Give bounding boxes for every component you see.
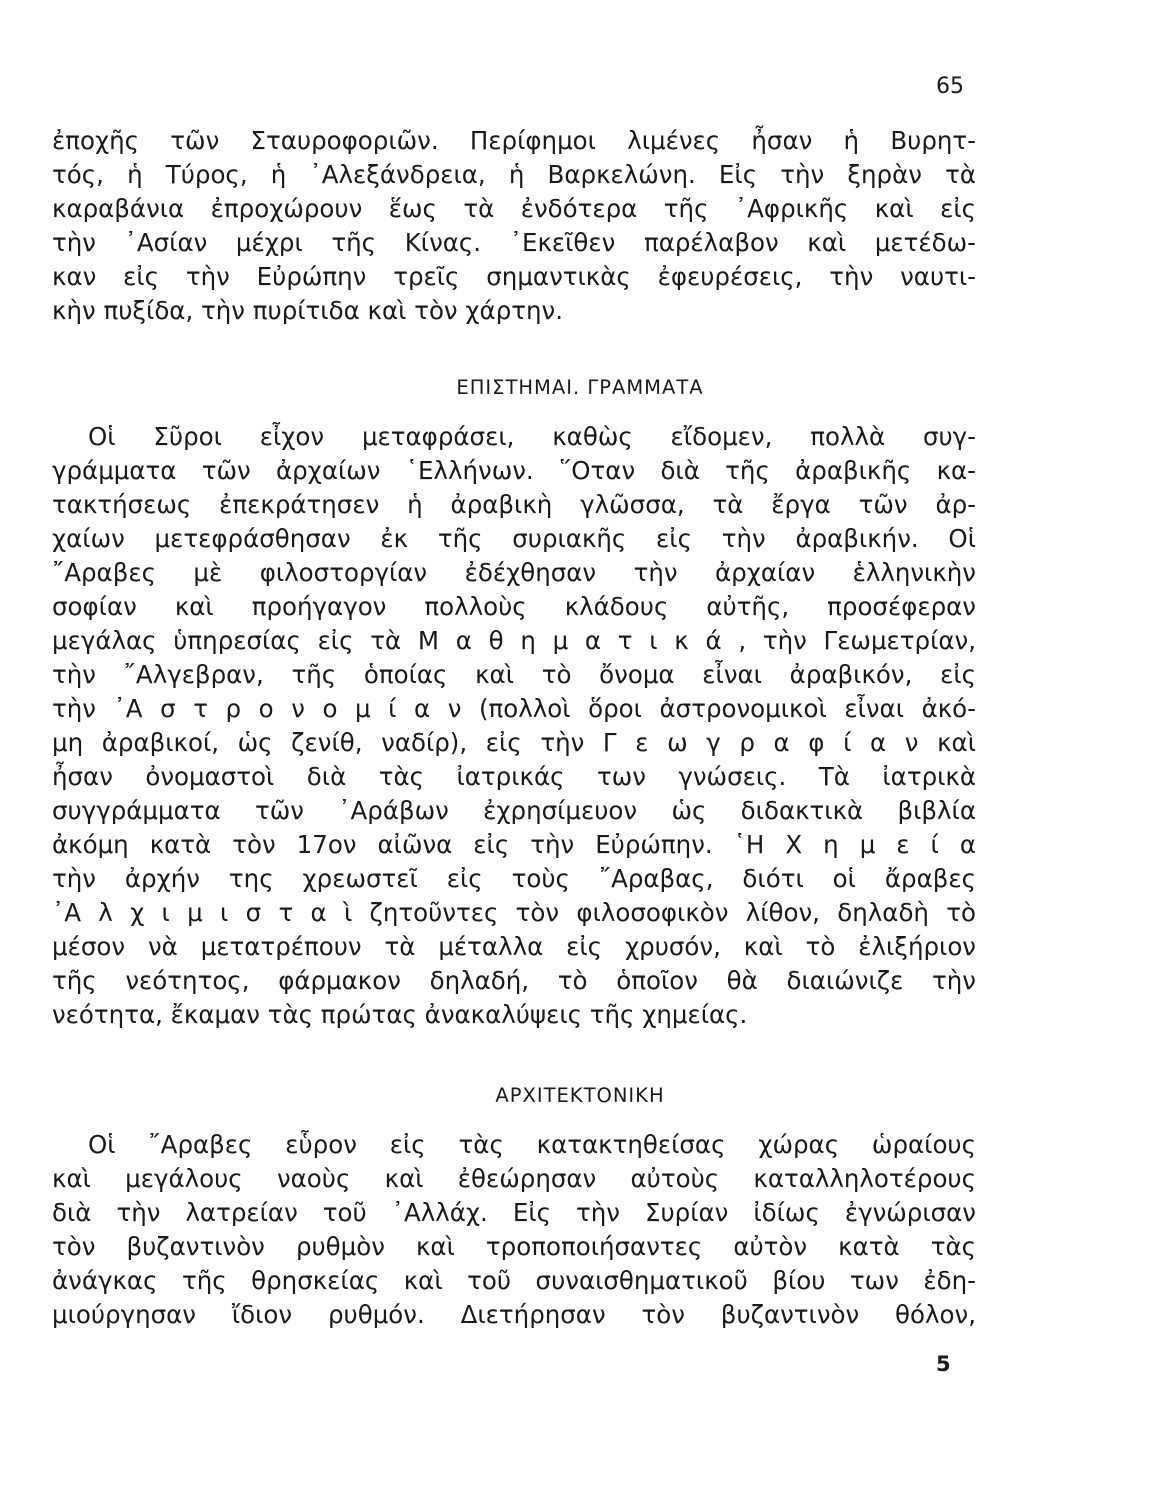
text-line: τός, ἡ Τύρος, ἡ ᾿Αλεξάνδρεια, ἡ Βαρκελώνη. Εἰς τὴν ξηρὰν τὰ	[52, 160, 976, 189]
text-line: τὴν ῎Αλγεβραν, τῆς ὁποίας καὶ τὸ ὄνομα εἶναι ἀραβικόν, εἰς	[52, 660, 976, 689]
text-line: μέσον νὰ μετατρέπουν τὰ μέταλλα εἰς χρυσόν, καὶ τὸ ἐλιξήριον	[52, 932, 976, 961]
text-line: τὴν ᾿Ασίαν μέχρι τῆς Κίνας. ᾿Εκεῖθεν παρέλαβον καὶ μετέδω-	[52, 228, 976, 257]
text-line: ἐποχῆς τῶν Σταυροφοριῶν. Περίφημοι λιμένες ἦσαν ἡ Βυρητ-	[52, 126, 976, 155]
text-line: τὸν βυζαντινὸν ρυθμὸν καὶ τροποποιήσαντες αὐτὸν κατὰ τὰς	[52, 1232, 976, 1261]
text-line: σοφίαν καὶ προήγαγον πολλοὺς κλάδους αὐτῆς, προσέφεραν	[52, 592, 976, 621]
text-line: ἀνάγκας τῆς θρησκείας καὶ τοῦ συναισθηματικοῦ βίου των ἐδη-	[52, 1266, 976, 1295]
page-number: 65	[936, 74, 964, 99]
text-line: ἦσαν ὀνομαστοὶ διὰ τὰς ἰατρικάς των γνώσεις. Τὰ ἰατρικὰ	[52, 762, 976, 791]
text-line: καραβάνια ἐπροχώρουν ἕως τὰ ἐνδότερα τῆς ᾿Αφρικῆς καὶ εἰς	[52, 194, 976, 223]
text-line: συγγράμματα τῶν ᾿Αράβων ἐχρησίμευον ὡς διδακτικὰ βιβλία	[52, 796, 976, 825]
text-line: ἀκόμη κατὰ τὸν 17ον αἰῶνα εἰς τὴν Εὐρώπην. ῾Η Χ η μ ε ί α	[52, 830, 976, 859]
text-line: κὴν πυξίδα, τὴν πυρίτιδα καὶ τὸν χάρτην.	[52, 296, 564, 325]
text-line: νεότητα, ἔκαμαν τὰς πρώτας ἀνακαλύψεις τῆς χημείας.	[52, 1000, 748, 1029]
text-line: μεγάλας ὑπηρεσίας εἰς τὰ Μ α θ η μ α τ ι κ ά , τὴν Γεωμετρίαν,	[52, 626, 976, 655]
text-line: Οἱ Σῦροι εἶχον μεταφράσει, καθὼς εἴδομεν, πολλὰ συγ-	[88, 422, 976, 451]
text-line: γράμματα τῶν ἀρχαίων ῾Ελλήνων. ῞Οταν διὰ τῆς ἀραβικῆς κα-	[52, 456, 976, 485]
signature-mark: 5	[936, 1352, 951, 1376]
text-line: μιούργησαν ἴδιον ρυθμόν. Διετήρησαν τὸν βυζαντινὸν θόλον,	[52, 1300, 976, 1329]
text-line: μη ἀραβικοί, ὡς ζενίθ, ναδίρ), εἰς τὴν Γ ε ω γ ρ α φ ί α ν καὶ	[52, 728, 976, 757]
text-line: τακτήσεως ἐπεκράτησεν ἡ ἀραβικὴ γλῶσσα, τὰ ἔργα τῶν ἀρ-	[52, 490, 976, 519]
section-heading-architecture: ΑΡΧΙΤΕΚΤΟΝΙΚΗ	[495, 1084, 665, 1107]
section-heading-sciences: ΕΠΙΣΤΗΜΑΙ. ΓΡΑΜΜΑΤΑ	[456, 376, 704, 399]
text-line: καὶ μεγάλους ναοὺς καὶ ἐθεώρησαν αὐτοὺς καταλληλοτέρους	[52, 1164, 976, 1193]
text-line: διὰ τὴν λατρείαν τοῦ ᾿Αλλάχ. Εἰς τὴν Συρίαν ἰδίως ἐγνώρισαν	[52, 1198, 976, 1227]
text-line: χαίων μετεφράσθησαν ἐκ τῆς συριακῆς εἰς τὴν ἀραβικήν. Οἱ	[52, 524, 976, 553]
text-line: Οἱ ῎Αραβες εὗρον εἰς τὰς κατακτηθείσας χώρας ὡραίους	[88, 1130, 976, 1159]
text-line: τὴν ᾿Α σ τ ρ ο ν ο μ ί α ν (πολλοὶ ὅροι ἀστρονομικοὶ εἶναι ἀκό-	[52, 694, 976, 723]
text-line: τὴν ἀρχήν της χρεωστεῖ εἰς τοὺς ῎Αραβας, διότι οἱ ἄραβες	[52, 864, 976, 893]
text-line: καν εἰς τὴν Εὐρώπην τρεῖς σημαντικὰς ἐφευρέσεις, τὴν ναυτι-	[52, 262, 976, 291]
text-line: ᾿Α λ χ ι μ ι σ τ α ὶ ζητοῦντες τὸν φιλοσοφικὸν λίθον, δηλαδὴ τὸ	[52, 898, 976, 927]
text-line: τῆς νεότητος, φάρμακον δηλαδή, τὸ ὁποῖον θὰ διαιώνιζε τὴν	[52, 966, 976, 995]
text-line: ῎Αραβες μὲ φιλοστοργίαν ἐδέχθησαν τὴν ἀρχαίαν ἑλληνικὴν	[52, 558, 976, 587]
